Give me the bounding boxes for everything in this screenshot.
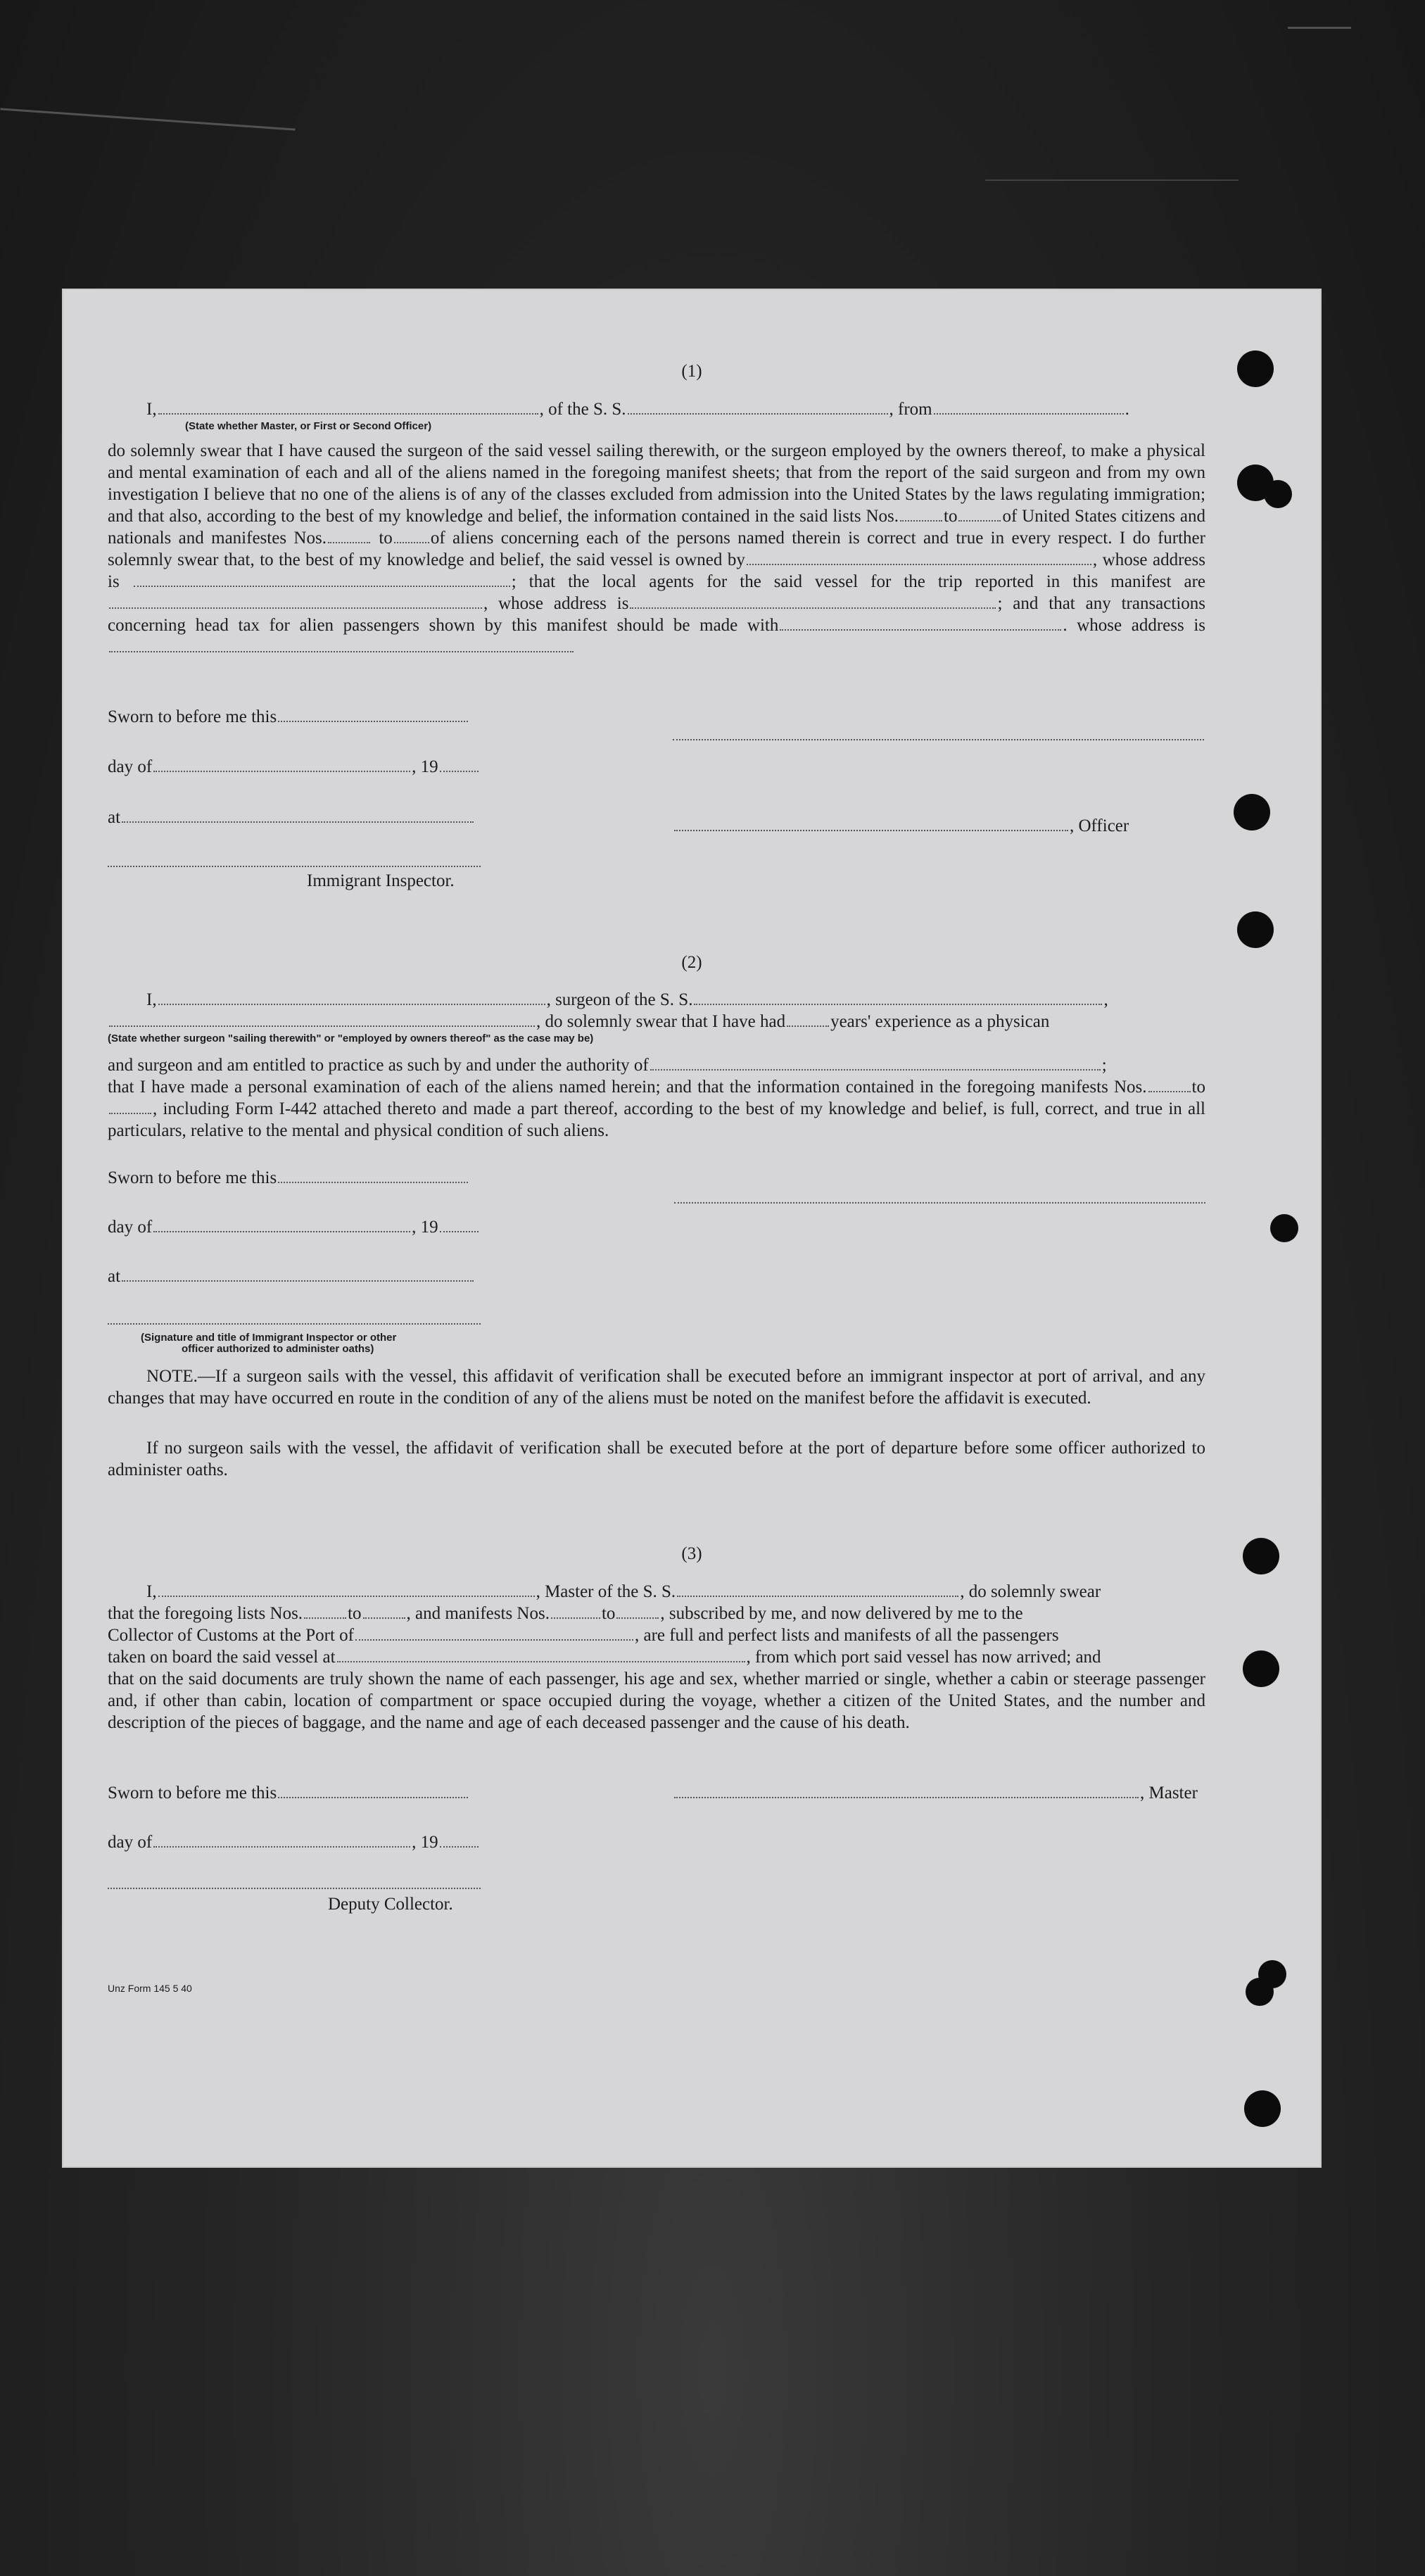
s3-line1: I, , Master of the S. S. , do solemnly swear	[146, 1582, 1101, 1601]
s3-sworn: Sworn to before me this	[108, 1782, 469, 1804]
s1-paragraph: do solemnly swear that I have caused the surgeon of the said vessel sailing therewith, or the surgeon employed by the owners thereof, to make a physical and mental examination of each and all of the aliens named in the foregoing manifest sheets; that from the report of the said surgeon and from my own investigation I believe that no one of the aliens is of any of the classes excluded from admission into the United States by the laws regulating immigration; and that also, according to the best of my knowledge and belief, the information contained in the said lists Nos. to of United States citizens and nationals and manifestes Nos. to of aliens concerning each of the persons named therein is correct and true in every respect. I do further solemnly swear that, to the best of my knowledge and belief, the said vessel is owned by , whose address is ; that the local agents for the said vessel for the trip reported in this manifest are , whose address is ; and that any transactions concerning head tax for alien passengers shown by this manifest should be made with . whose address is	[108, 440, 1205, 658]
section-3-number: (3)	[681, 1544, 702, 1563]
s1-signature-line-1	[673, 739, 1204, 740]
sig-note-2: officer authorized to administer oaths)	[182, 1343, 374, 1355]
s3-line3: Collector of Customs at the Port of , are full and perfect lists and manifests of all the passengers	[108, 1626, 1059, 1645]
manifest-page	[62, 289, 1322, 2168]
affidavit-text	[62, 289, 1322, 2168]
s3-day-of: day of , 19	[108, 1831, 480, 1853]
s2-line2: , do solemnly swear that I have had years' experience as a physican	[108, 1011, 1049, 1033]
s3-line2: that the foregoing lists Nos. to , and manifests Nos. to , subscribed by me, and now delivered by me to the	[108, 1604, 1023, 1623]
s2-at: at	[108, 1265, 475, 1287]
surgeon-note: (State whether surgeon "sailing therewith" or "employed by owners thereof" as the case may be)	[108, 1033, 594, 1044]
s2-paragraph: that I have made a personal examination of each of the aliens named herein; and that the information contained in the foregoing manifests Nos. to, including Form I-442 attached thereto and made a part thereof, according to the best of my knowledge and belief, is full, correct, and true in all particulars, relative to the mental and physical condition of such aliens.	[108, 1078, 1205, 1140]
s1-inspector-label: Immigrant Inspector.	[307, 871, 455, 890]
s1-at: at	[108, 807, 475, 828]
s1-officer-line: , Officer	[673, 815, 1129, 837]
s2-day-of: day of , 19	[108, 1216, 480, 1238]
note-paragraph-1: NOTE.—If a surgeon sails with the vessel, this affidavit of verification shall be executed before an immigrant inspector at port of arrival, and any changes that may have occurred en route in the condition of any of the aliens must be noted on the manifest before the affidavit is executed.	[108, 1367, 1205, 1408]
s1-inspector-line	[108, 866, 481, 867]
film-scratch	[985, 179, 1239, 181]
s3-deputy-label: Deputy Collector.	[328, 1895, 453, 1914]
s3-master-line: , Master	[673, 1782, 1198, 1804]
film-scratch	[1288, 27, 1351, 29]
s2-inspector-line	[108, 1323, 481, 1325]
s2-sworn: Sworn to before me this	[108, 1167, 469, 1189]
s1-line1: I, , of the S. S. , from .	[146, 400, 1129, 419]
s2-authority: and surgeon and am entitled to practice as such by and under the authority of ;	[108, 1056, 1107, 1075]
s2-line1: I, , surgeon of the S. S. ,	[146, 990, 1108, 1009]
s3-line4: taken on board the said vessel at , from which port said vessel has now arrived; and	[108, 1648, 1101, 1667]
s3-deputy-line	[108, 1888, 481, 1889]
section-2-number: (2)	[681, 953, 702, 972]
sig-note-1: (Signature and title of Immigrant Inspector or other	[141, 1332, 397, 1344]
note-paragraph-2: If no surgeon sails with the vessel, the affidavit of verification shall be executed before at the port of departure before some officer authorized to administer oaths.	[108, 1439, 1205, 1479]
s3-paragraph: that on the said documents are truly shown the name of each passenger, his age and sex, whether married or single, whether a cabin or steerage passenger and, if other than cabin, location of compartment or space occupied during the voyage, whether a citizen of the United States, and the number and description of the pieces of baggage, and the name and age of each deceased passenger and the cause of his death.	[108, 1669, 1205, 1732]
officer-note: (State whether Master, or First or Second Officer)	[185, 420, 432, 432]
s2-signature-line	[674, 1202, 1205, 1204]
section-1-number: (1)	[681, 362, 702, 381]
s1-day-of: day of , 19	[108, 756, 480, 778]
form-number: Unz Form 145 5 40	[108, 1983, 192, 1994]
s1-sworn: Sworn to before me this	[108, 706, 469, 728]
